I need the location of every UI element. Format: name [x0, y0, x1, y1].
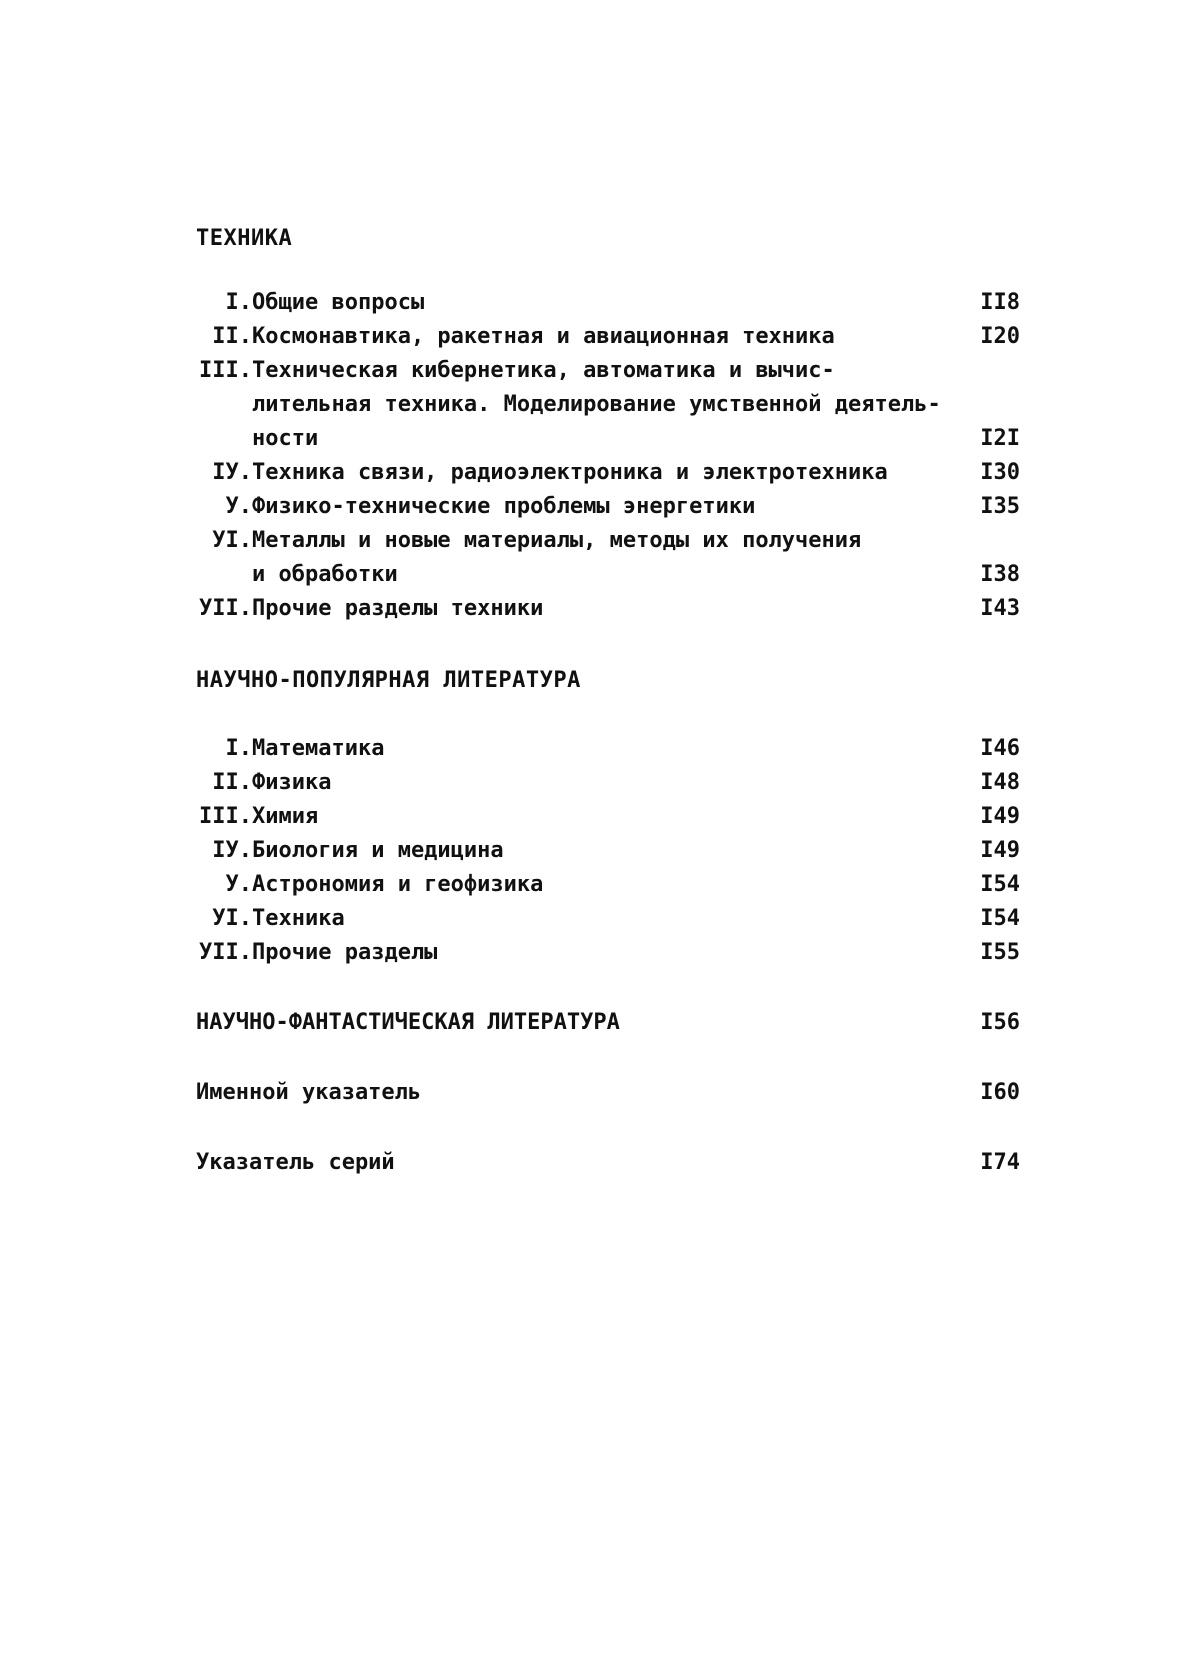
entry-page: I49 — [980, 838, 1020, 863]
entry-page: I54 — [980, 906, 1020, 931]
entry-page: I48 — [980, 770, 1020, 795]
entry-numeral: УII. — [199, 940, 252, 965]
entry-title: НАУЧНО-ФАНТАСТИЧЕСКАЯ ЛИТЕРАТУРА — [196, 1010, 620, 1035]
entry-page: I35 — [980, 494, 1020, 519]
entry-page: II8 — [980, 290, 1020, 315]
toc-entry — [180, 838, 1020, 872]
entry-title: Космонавтика, ракетная и авиационная техника — [252, 324, 835, 349]
entry-title: Техническая кибернетика, автоматика и вычис- — [252, 358, 835, 383]
entry-page: I56 — [980, 1010, 1020, 1035]
entry-numeral: III. — [199, 804, 252, 829]
series-index-entry — [196, 1150, 1020, 1175]
entry-title: Прочие разделы — [252, 940, 438, 965]
entry-title: Именной указатель — [196, 1080, 422, 1105]
entry-title-continuation: лительная техника. Моделирование умственной деятель- — [252, 392, 941, 417]
entry-title: Общие вопросы — [252, 290, 425, 315]
entry-title: Указатель серий — [196, 1150, 395, 1175]
entry-page: I43 — [980, 596, 1020, 621]
entry-numeral: У. — [225, 872, 252, 897]
entry-title: Техника связи, радиоэлектроника и электротехника — [252, 460, 888, 485]
entry-title: Математика — [252, 736, 385, 761]
entry-page: I38 — [980, 562, 1020, 587]
entry-page: I55 — [980, 940, 1020, 965]
toc-entry — [180, 596, 1020, 630]
entry-numeral: I. — [225, 736, 252, 761]
toc-entry — [180, 804, 1020, 838]
entry-page: I2I — [980, 426, 1020, 451]
toc-entry — [180, 736, 1020, 770]
entry-title: Физика — [252, 770, 332, 795]
entry-page: I60 — [980, 1080, 1020, 1105]
entry-numeral: УI. — [212, 528, 252, 553]
toc-entry — [180, 324, 1020, 358]
section-heading-scifi — [196, 1010, 1020, 1035]
toc-entry — [180, 770, 1020, 804]
entry-numeral: УII. — [199, 596, 252, 621]
section-heading-popular: НАУЧНО-ПОПУЛЯРНАЯ ЛИТЕРАТУРА — [196, 668, 581, 693]
toc-entry — [180, 872, 1020, 906]
name-index-entry — [196, 1080, 1020, 1105]
entry-page: I46 — [980, 736, 1020, 761]
entry-title: Металлы и новые материалы, методы их получения — [252, 528, 862, 553]
entry-page: I54 — [980, 872, 1020, 897]
entry-title: Биология и медицина — [252, 838, 504, 863]
entry-numeral: IУ. — [212, 838, 252, 863]
toc-entry — [180, 906, 1020, 940]
section-heading-tech: ТЕХНИКА — [196, 226, 293, 251]
entry-numeral: II. — [212, 324, 252, 349]
entry-title: Химия — [252, 804, 319, 829]
entry-title: Астрономия и геофизика — [252, 872, 544, 897]
entry-title-continuation: ности — [252, 426, 319, 451]
toc-entry — [180, 290, 1020, 324]
entry-numeral: IУ. — [212, 460, 252, 485]
entry-page: I20 — [980, 324, 1020, 349]
toc-entry — [180, 460, 1020, 494]
entry-numeral: III. — [199, 358, 252, 383]
entry-title-continuation: и обработки — [252, 562, 398, 587]
entry-page: I49 — [980, 804, 1020, 829]
entry-title: Техника — [252, 906, 345, 931]
toc-entry — [180, 358, 1020, 392]
entry-page: I74 — [980, 1150, 1020, 1175]
toc-entry — [180, 494, 1020, 528]
entry-numeral: II. — [212, 770, 252, 795]
entry-numeral: I. — [225, 290, 252, 315]
toc-entry-continuation — [180, 562, 1020, 596]
toc-entry — [180, 528, 1020, 562]
entry-page: I30 — [980, 460, 1020, 485]
entry-numeral: У. — [225, 494, 252, 519]
entry-title: Прочие разделы техники — [252, 596, 544, 621]
entry-numeral: УI. — [212, 906, 252, 931]
toc-entry — [180, 940, 1020, 974]
toc-entry-continuation — [180, 426, 1020, 460]
entry-title: Физико-технические проблемы энергетики — [252, 494, 756, 519]
